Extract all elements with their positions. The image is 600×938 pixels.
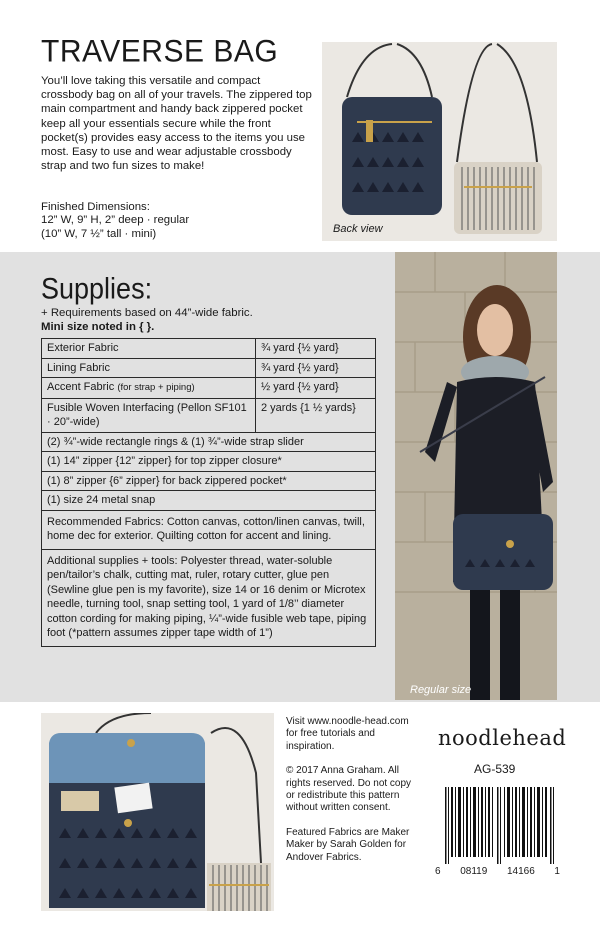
supply-amount: ½ yard {½ yard} (256, 378, 376, 399)
barcode-icon (445, 787, 555, 864)
page-title: TRAVERSE BAG (41, 34, 279, 69)
dimensions-regular: 12” W, 9” H, 2” deep · regular (41, 214, 190, 227)
table-row (42, 549, 376, 646)
supply-item-note: (for strap + piping) (117, 382, 195, 393)
intro-paragraph: You’ll love taking this versatile and compact crossbody bag on all of your travels. The zippered top main compartment and handy back zippered pocket keep all your essentials secure while the front pocket(s) provides easy access to the items you use most. Easy to use and wear adjustable crossbody strap and two fun sizes to make! (41, 75, 312, 173)
table-row (42, 510, 376, 549)
supply-full-row: (2) ¾”-wide rectangle rings & (1) ¾”-wide strap slider (42, 432, 376, 452)
barcode-digit-group: 14166 (506, 866, 535, 877)
table-row (42, 471, 376, 491)
recommended-fabrics: Recommended Fabrics: Cotton canvas, cotton/linen canvas, twill, home dec for exterior. Quilting cotton for accent and lining. (42, 510, 376, 549)
supply-full-row: (1) size 24 metal snap (42, 491, 376, 511)
table-row (42, 452, 376, 472)
supply-item: Fusible Woven Interfacing (Pellon SF101 · 20”-wide) (42, 398, 256, 432)
model-photo (395, 252, 557, 700)
supply-full-row: (1) 8” zipper {6” zipper} for back zippered pocket* (42, 471, 376, 491)
supply-amount: ¾ yard {½ yard} (256, 358, 376, 378)
supplies-heading: Supplies: (41, 272, 153, 305)
supply-item: Accent Fabric (for strap + piping) (42, 378, 256, 399)
brand-logo: noodlehead (438, 726, 567, 750)
table-row (42, 358, 376, 378)
requirements-text: + Requirements based on 44”-wide fabric. (41, 307, 253, 319)
barcode-digits (435, 866, 560, 877)
supply-item: Exterior Fabric (42, 339, 256, 359)
table-row (42, 378, 376, 399)
regular-size-caption: Regular size (410, 684, 472, 696)
table-row (42, 398, 376, 432)
model-illustration (395, 252, 557, 700)
dimensions-mini: (10” W, 7 ½” tall · mini) (41, 227, 157, 240)
additional-supplies: Additional supplies + tools: Polyester thread, water-soluble pen/tailor’s chalk, cutting mat, ruler, rotary cutter, glue pen (Sewline glue pen is my favorite), size 14 or 16 denim or Microtex needle, turning tool, snap setting tool, 1 yard of 1/8’’ diameter cotton cording for making piping, ¼”-wide fusible web tape, piping foot (*pattern assumes zipper tape width of 1”) (42, 549, 376, 646)
supplies-table (41, 338, 376, 647)
supply-amount: 2 yards {1 ½ yards} (256, 398, 376, 432)
back-view-caption: Back view (333, 223, 383, 235)
visit-text: Visit www.noodle-head.com for free tutorials and inspiration. (286, 716, 409, 752)
mini-bag-photo (41, 713, 274, 911)
barcode-digit-group: 1 (554, 866, 560, 877)
bags-illustration (322, 42, 557, 241)
barcode-digit-group: 6 (435, 866, 441, 877)
requirements-note (41, 307, 253, 334)
supply-item: Lining Fabric (42, 358, 256, 378)
supply-amount: ¾ yard {½ yard} (256, 339, 376, 359)
copyright-text: © 2017 Anna Graham. All rights reserved. Do not copy or redistribute this pattern without written consent. (286, 765, 412, 814)
open-bag-illustration (41, 713, 274, 911)
supply-full-row: (1) 14” zipper {12” zipper} for top zipper closure* (42, 452, 376, 472)
table-row (42, 432, 376, 452)
pattern-code: AG-539 (474, 762, 516, 776)
back-view-photo (322, 42, 557, 241)
table-row (42, 339, 376, 359)
mini-note: Mini size noted in { }. (41, 320, 155, 333)
featured-fabrics-text: Featured Fabrics are Maker Maker by Sarah Golden for Andover Fabrics. (286, 826, 410, 863)
finished-dimensions (41, 201, 311, 241)
table-row (42, 491, 376, 511)
dimensions-heading: Finished Dimensions: (41, 201, 150, 213)
barcode-digit-group: 08119 (460, 866, 488, 877)
info-column (286, 716, 422, 876)
